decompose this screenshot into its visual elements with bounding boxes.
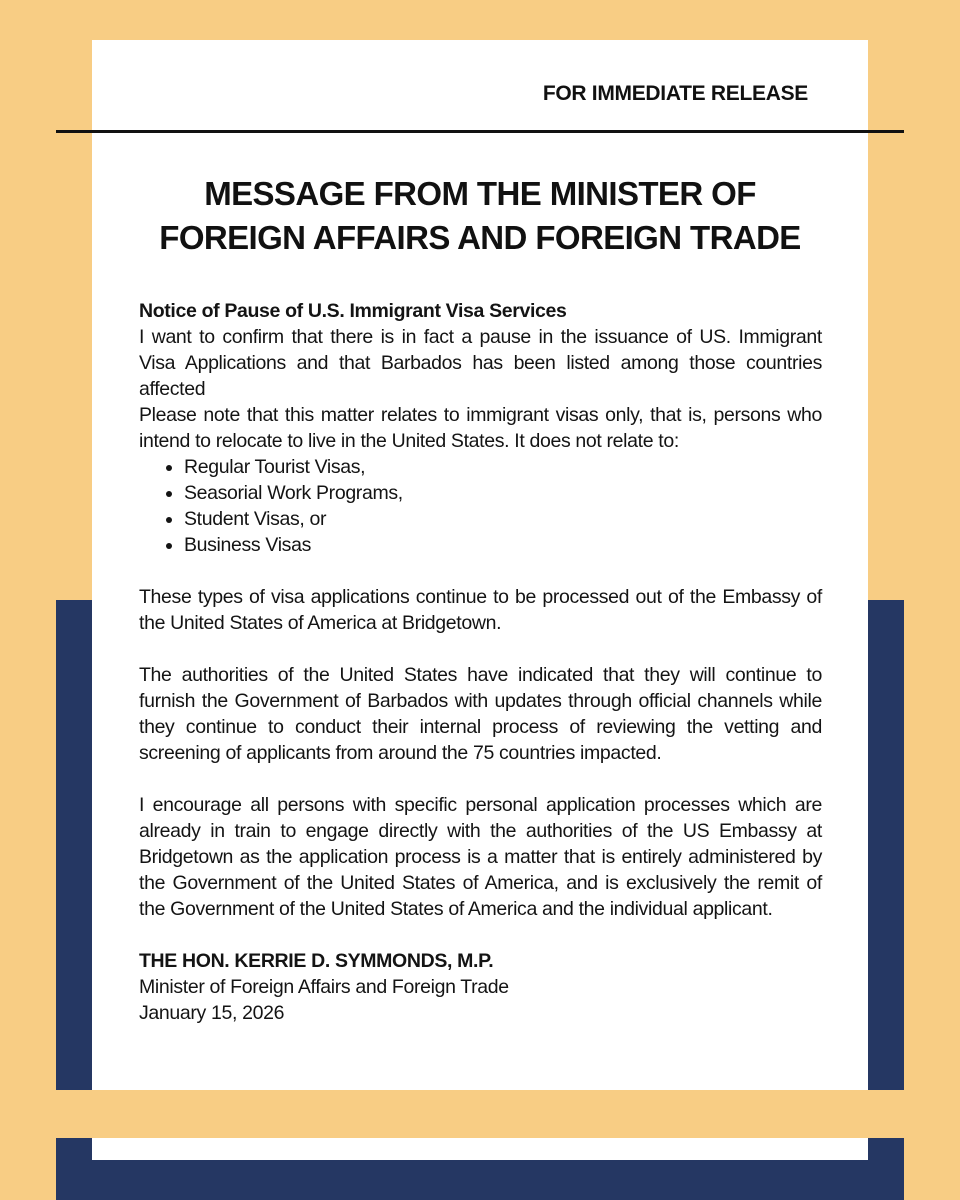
release-date: January 15, 2026 bbox=[139, 1002, 285, 1024]
signatory-role: Minister of Foreign Affairs and Foreign Trade bbox=[139, 976, 509, 998]
paragraph-authorities: The authorities of the United States have indicated that they will continue to furnish the Government of Barbados with updates through official channels while they continue to conduct their internal process of reviewing the vetting and screening of applicants from around the 75 countries impacted. bbox=[139, 664, 822, 764]
signatory-name: THE HON. KERRIE D. SYMMONDS, M.P. bbox=[139, 950, 494, 972]
title-line-1: MESSAGE FROM THE MINISTER OF bbox=[204, 175, 756, 212]
list-item: • Seasorial Work Programs, bbox=[184, 480, 822, 506]
notice-heading: Notice of Pause of U.S. Immigrant Visa Services bbox=[139, 300, 567, 322]
signature-block bbox=[139, 948, 822, 1026]
list-item: • Student Visas, or bbox=[184, 506, 822, 532]
paragraph-processing: These types of visa applications continue to be processed out of the Embassy of the United States of America at Bridgetown. bbox=[139, 586, 822, 634]
visa-exclusion-list bbox=[139, 454, 822, 558]
paragraph-scope: Please note that this matter relates to immigrant visas only, that is, persons who intend to relocate to live in the United States. It does not relate to: bbox=[139, 404, 822, 452]
header-rule bbox=[56, 130, 904, 133]
title-line-2: FOREIGN AFFAIRS AND FOREIGN TRADE bbox=[159, 219, 801, 256]
release-label: FOR IMMEDIATE RELEASE bbox=[542, 82, 808, 105]
paragraph-confirmation: I want to confirm that there is in fact a pause in the issuance of US. Immigrant Visa Applications and that Barbados has been listed among those countries affected bbox=[139, 326, 822, 400]
bottom-white-strip bbox=[92, 1138, 868, 1160]
page-title bbox=[92, 172, 868, 260]
list-item: • Business Visas bbox=[184, 532, 822, 558]
list-item: • Regular Tourist Visas, bbox=[184, 454, 822, 480]
paragraph-encouragement: I encourage all persons with specific personal application processes which are already in train to engage directly with the authorities of the US Embassy at Bridgetown as the application process is a matter that is entirely administered by the Government of the United States of America, and is exclusively the remit of the Government of the United States of America and the individual applicant. bbox=[139, 794, 822, 920]
document-body bbox=[139, 298, 822, 1026]
